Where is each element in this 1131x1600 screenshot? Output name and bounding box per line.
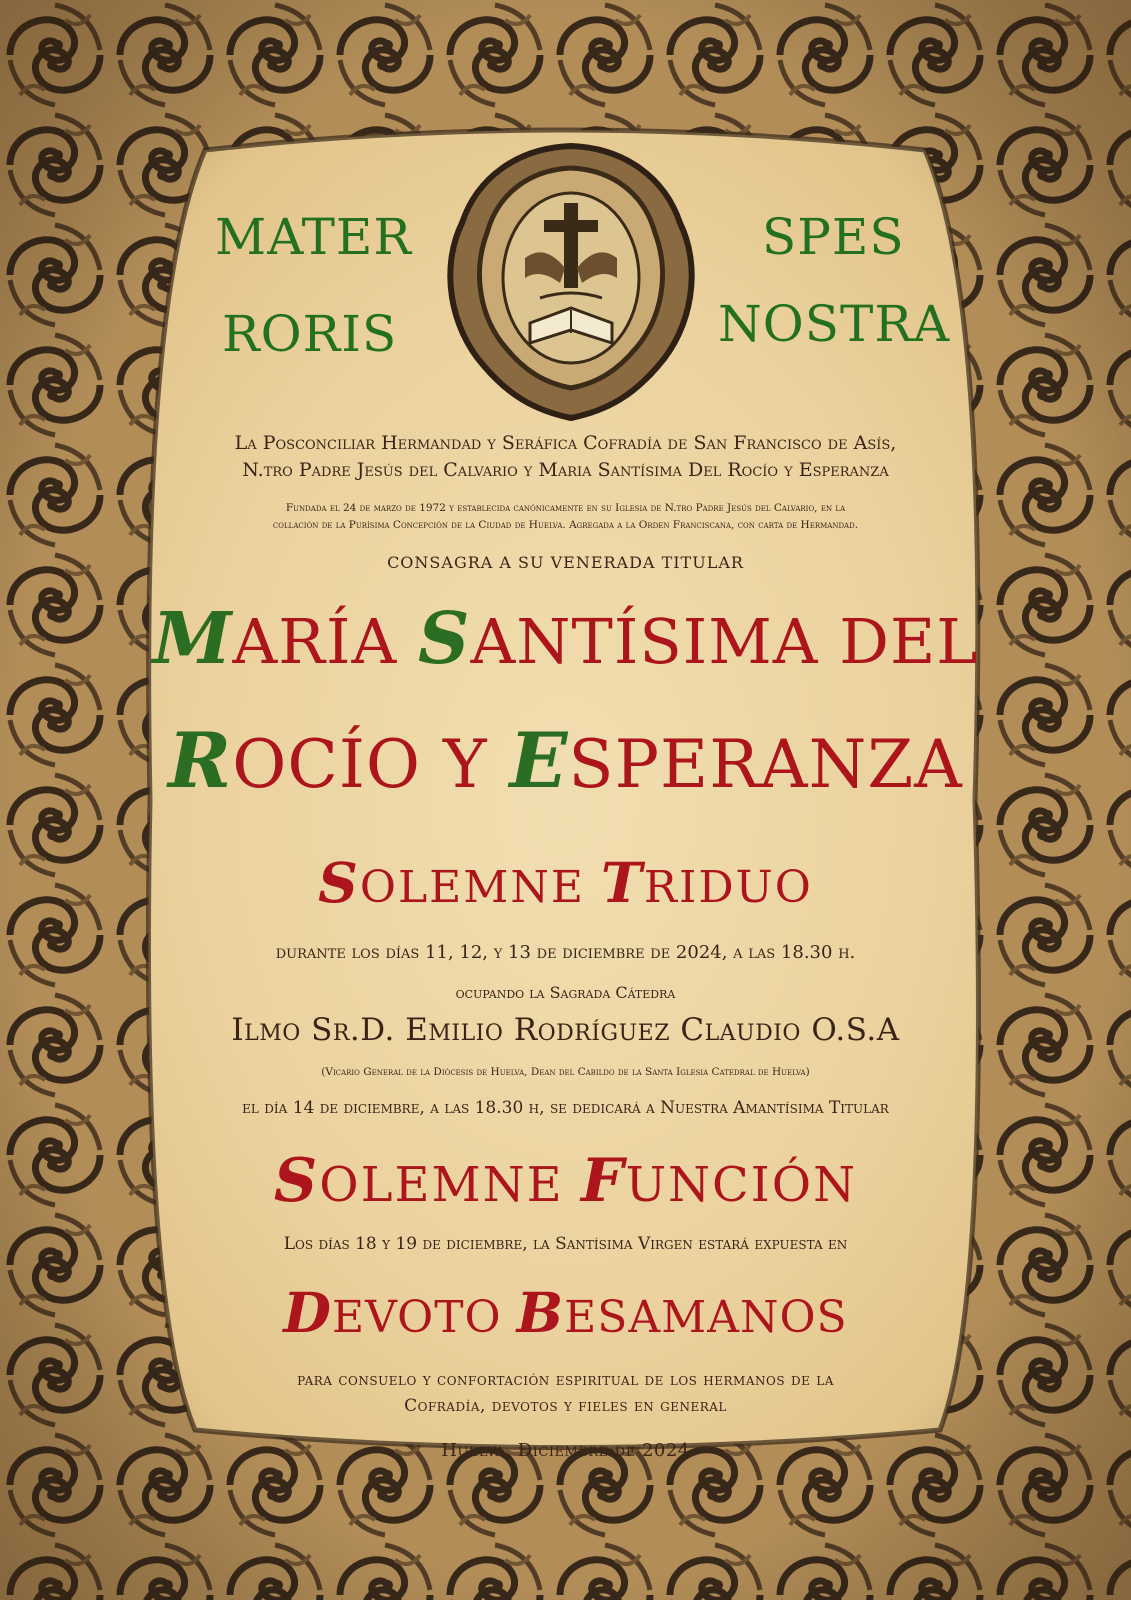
initial-capital: B — [516, 1280, 565, 1345]
foundation-line1: Fundada el 24 de marzo de 1972 y establecida canónicamente en su Iglesia de N.tro Padre Jesús del Calvario, en la — [285, 502, 846, 514]
initial-capital: F — [580, 1146, 626, 1216]
title-text: ESAMANOS — [564, 1292, 848, 1343]
motto-left-line2: RORIS — [222, 305, 398, 363]
funcion-intro: el día 14 de diciembre, a las 18.30 h, se dedicará a Nuestra Amantísima Titular — [242, 1098, 889, 1118]
title-text: OCÍO Y — [232, 726, 510, 803]
initial-capital: E — [509, 716, 569, 805]
besamanos-title — [150, 1280, 981, 1345]
initial-capital: D — [283, 1280, 332, 1345]
title-text: EVOTO — [332, 1292, 517, 1343]
besamanos-intro: Los días 18 y 19 de diciembre, la Santísima Virgen estará expuesta en — [283, 1234, 848, 1254]
title-text: OLEMNE — [359, 862, 601, 913]
initial-capital: R — [168, 716, 233, 805]
preacher-role: (Vicario General de la Diócesis de Huelva, Dean del Cabildo de la Santa Iglesia Catedral de Huelva) — [321, 1066, 810, 1078]
funcion-title — [150, 1146, 981, 1216]
brotherhood-line2: N.tro Padre Jesús del Calvario y Maria Santísima Del Rocío y Esperanza — [242, 459, 889, 481]
dedication: CONSAGRA A SU VENERADA TITULAR — [387, 553, 744, 572]
motto-right-line1: SPES — [762, 208, 905, 266]
besamanos-purpose-line2: Cofradía, devotos y fieles en general — [404, 1396, 727, 1416]
motto-right-line2: NOSTRA — [718, 295, 951, 353]
triduo-dates: durante los días 11, 12, y 13 de diciembre de 2024, a las 18.30 h. — [275, 942, 856, 963]
title-text: SPERANZA — [568, 726, 963, 803]
title-text: UNCIÓN — [625, 1157, 858, 1213]
foundation-line2: collación de la Purísima Concepción de la Ciudad de Huelva. Agregada a la Orden Franciscana, con carta de Hermandad. — [272, 519, 859, 531]
motto-left-line1: MATER — [215, 208, 413, 266]
title-text: OLEMNE — [319, 1157, 581, 1213]
title-text: ANTÍSIMA DEL — [470, 605, 979, 678]
footer-place-date: Huelva, Diciembre de 2024 — [441, 1440, 690, 1461]
poster-text — [150, 0, 981, 1600]
preacher-name: Ilmo Sr.D. Emilio Rodríguez Claudio O.S.A — [231, 1012, 900, 1048]
title-text: ARÍA — [232, 605, 418, 678]
main-title-line1 — [150, 596, 981, 680]
main-title-line2 — [150, 716, 981, 805]
initial-capital: M — [152, 596, 233, 680]
triduo-title — [150, 850, 981, 915]
initial-capital: S — [417, 596, 471, 680]
title-text: RIDUO — [643, 862, 813, 913]
brotherhood-line1: La Posconciliar Hermandad y Seráfica Cofradía de San Francisco de Asís, — [234, 432, 897, 454]
besamanos-purpose-line1: para consuelo y confortación espiritual de los hermanos de la — [297, 1370, 834, 1390]
initial-capital: S — [318, 850, 360, 915]
preacher-intro: ocupando la Sagrada Cátedra — [455, 983, 676, 1002]
initial-capital: S — [273, 1146, 320, 1216]
initial-capital: T — [600, 850, 644, 915]
